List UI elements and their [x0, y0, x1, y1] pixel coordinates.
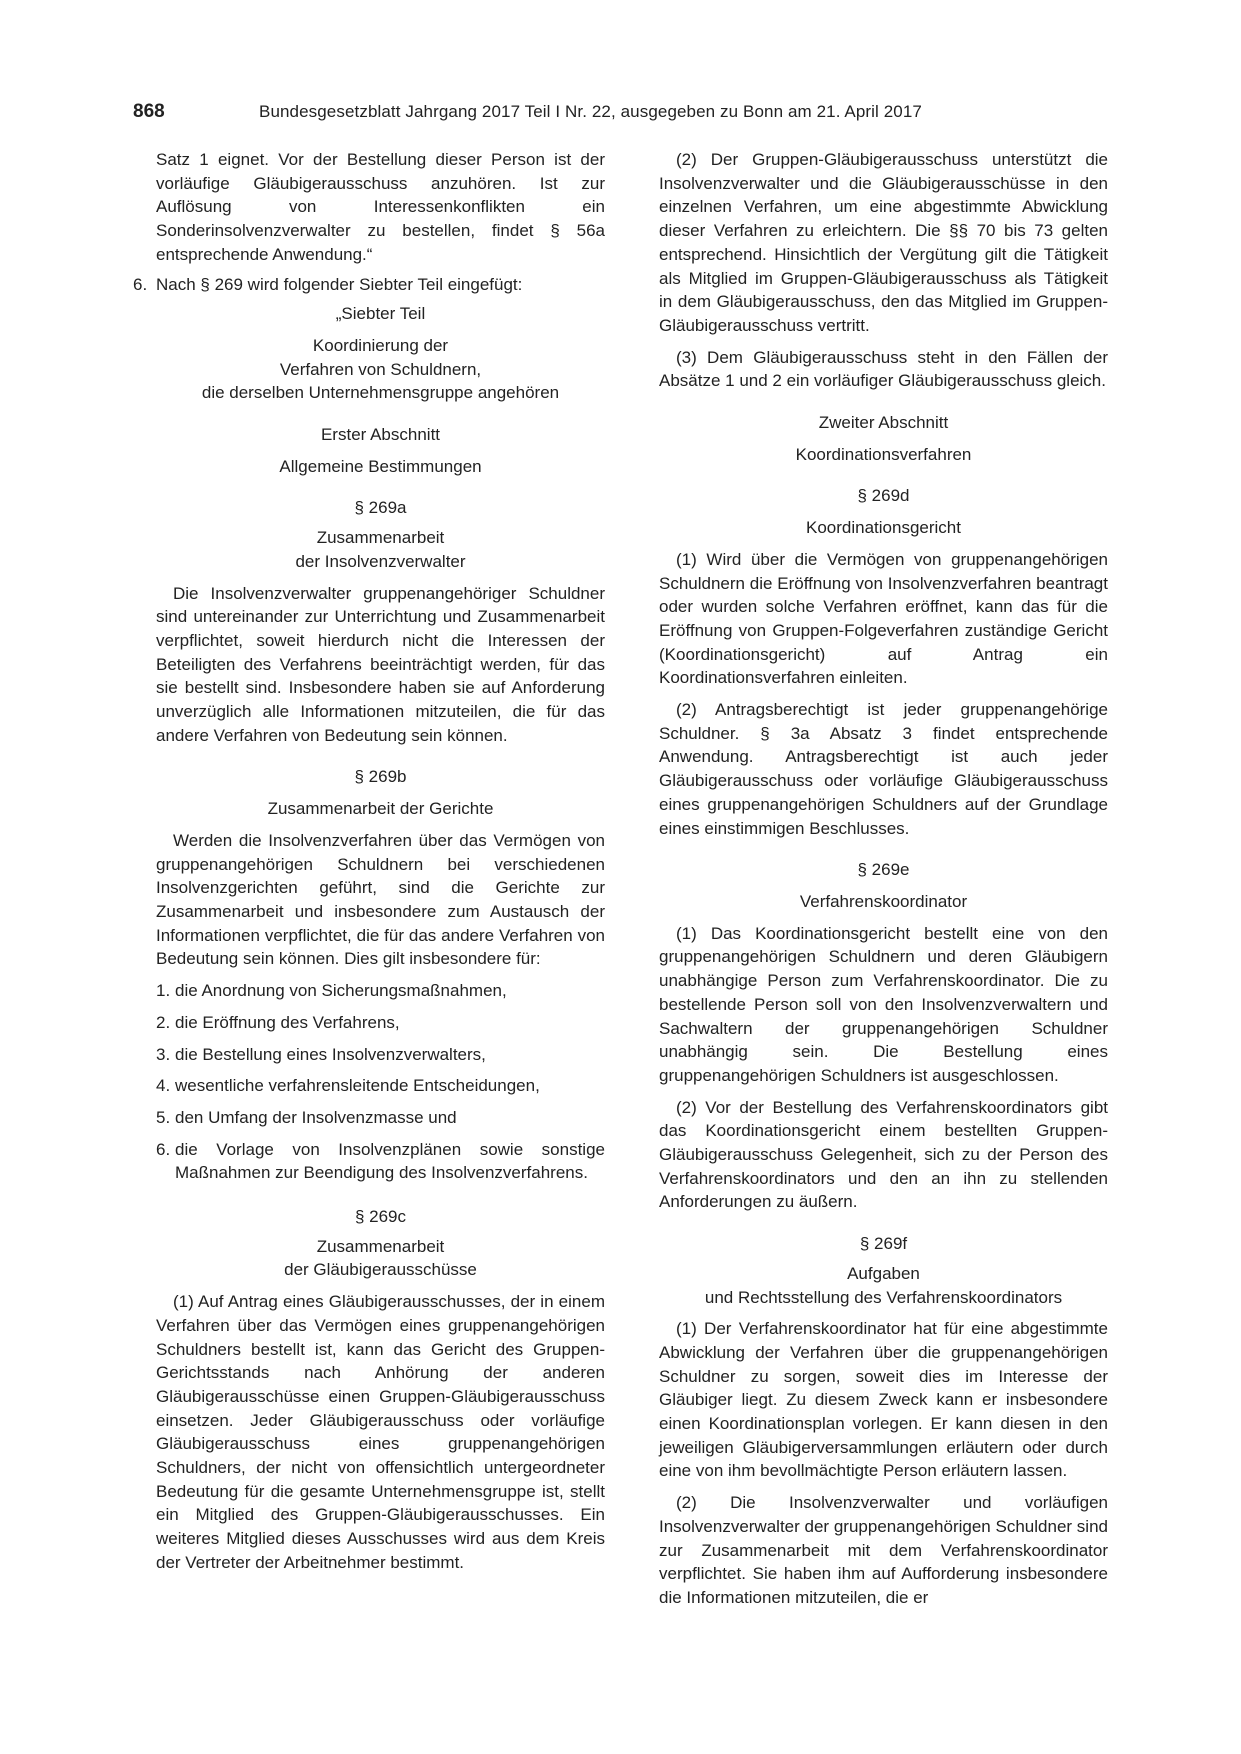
page-header — [133, 101, 1118, 127]
section-heading: Zweiter Abschnitt — [818, 413, 949, 433]
paragraph-text-269d-1: (1) Wird über die Vermögen von gruppenangehörigen Schuldnern die Eröffnung von Insolvenzverfahren beantragt oder wurden solche Verfahren eröffnet, kann das für die Eröffnung von Gruppen-Folgeverfahren zuständige Gericht (Koordinationsgericht) auf Antrag ein Koordinationsverfahren einleiten. — [659, 549, 1108, 688]
paragraph-title-269f-1: Aufgaben — [847, 1263, 920, 1283]
list-item — [156, 1074, 605, 1098]
paragraph-text-269f-1: (1) Der Verfahrenskoordinator hat für eine abgestimmte Abwicklung der Verfahren über die gruppenangehörigen Schuldner zu sorgen, soweit dies im Interesse der Gläubiger liegt. Zu diesem Zweck kann er insbesondere einen Koordinationsplan vorlegen. Er kann diesen in den jeweiligen Gläubigerversammlungen erläutern oder durch eine von ihm bevollmächtigte Person erläutern lassen. — [659, 1319, 1108, 1481]
list-number: 2. — [156, 1012, 171, 1032]
paragraph-number-269f: § 269f — [859, 1234, 908, 1254]
list-number: 4. — [156, 1076, 171, 1096]
list-number: 5. — [156, 1107, 171, 1127]
paragraph-text-269e-2: (2) Vor der Bestellung des Verfahrenskoordinators gibt das Koordinationsgericht einem bestellten Gruppen-Gläubigerausschuss Gelegenheit, sich zu der Person des Verfahrenskoordinators und den an ihn zu stellenden Anforderungen zu äußern. — [659, 1097, 1108, 1212]
list-number: 6. — [133, 274, 148, 294]
paragraph-number-269b: § 269b — [354, 767, 407, 787]
paragraph-text-269c-3: (3) Dem Gläubigerausschuss steht in den Fällen der Absätze 1 und 2 ein vorläufiger Gläubigerausschuss gleich. — [659, 347, 1108, 391]
paragraph-title-269e: Verfahrenskoordinator — [799, 891, 968, 911]
part-subtitle-1: Koordinierung der — [312, 335, 449, 355]
paragraph-text-269c-1: (1) Auf Antrag eines Gläubigerausschusses, der in einem Verfahren über das Vermögen eines gruppenangehörigen Schuldners bestellt ist, kann das Gericht des Gruppen-Gerichtsstands nach Anhörung der anderen Gläubigerausschüsse einen Gruppen-Gläubigerausschuss einsetzen. Jeder Gläubigerausschuss oder vorläufige Gläubigerausschuss eines gruppenangehörigen Schuldners, der nicht von offensichtlich untergeordneter Bedeutung für die gesamte Unternehmensgruppe ist, stellt ein Mitglied des Gruppen-Gläubigerausschusses. Ein weiteres Mitglied dieses Ausschusses wird aus dem Kreis der Vertreter der Arbeitnehmer bestimmt. — [156, 1292, 605, 1572]
list-text: die Bestellung eines Insolvenzverwalters, — [175, 1044, 486, 1064]
list-item-6 — [133, 273, 605, 297]
page-number: 868 — [133, 101, 165, 122]
list-number: 1. — [156, 981, 171, 1001]
right-column — [659, 148, 1108, 1610]
list-text: Nach § 269 wird folgender Siebter Teil eingefügt: — [156, 274, 523, 294]
header-title: Bundesgesetzblatt Jahrgang 2017 Teil I Nr. 22, ausgegeben zu Bonn am 21. April 2017 — [259, 102, 922, 121]
paragraph-number-269a: § 269a — [354, 498, 407, 518]
list-text: die Eröffnung des Verfahrens, — [175, 1012, 400, 1032]
section-title: Koordinationsverfahren — [795, 444, 972, 464]
part-subtitle-3: die derselben Unternehmensgruppe angehören — [201, 383, 560, 403]
paragraph-text-269d-2: (2) Antragsberechtigt ist jeder gruppenangehörige Schuldner. § 3a Absatz 3 findet entsprechende Anwendung. Antragsberechtigt ist auch jeder Gläubigerausschuss oder vorläufige Gläubigerausschuss eines gruppenangehörigen Schuldners auf der Grundlage eines einstimmigen Beschlusses. — [659, 700, 1108, 838]
paragraph-number-269d: § 269d — [857, 486, 910, 506]
list-item — [156, 1138, 605, 1185]
paragraph-text-269e-1: (1) Das Koordinationsgericht bestellt eine von den gruppenangehörigen Schuldnern und deren Gläubigern unabhängige Person zum Verfahrenskoordinator. Die zu bestellende Person soll von den Insolvenzverwaltern und Sachwaltern der gruppenangehörigen Schuldner unabhängig sein. Die Bestellung eines gruppenangehörigen Schuldners ist ausgeschlossen. — [659, 923, 1108, 1085]
list-text: wesentliche verfahrensleitende Entscheidungen, — [175, 1076, 540, 1096]
paragraph-text-269b: Werden die Insolvenzverfahren über das Vermögen von gruppenangehörigen Schuldnern bei verschiedenen Insolvenzgerichten geführt, sind die Gerichte zur Zusammenarbeit und insbesondere zum Austausch der Informationen verpflichtet, die für das andere Verfahren von Bedeutung sein können. Dies gilt insbesondere für: — [156, 830, 605, 969]
paragraph-text-269c-2: (2) Der Gruppen-Gläubigerausschuss unterstützt die Insolvenzverwalter und die Gläubigerausschüsse in den einzelnen Verfahren, um eine abgestimmte Abwicklung dieser Verfahren zu erleichtern. Die §§ 70 bis 73 gelten entsprechend. Hinsichtlich der Vergütung gilt die Tätigkeit als Mitglied im Gruppen-Gläubigerausschuss als Tätigkeit in dem Gläubigerausschuss, den das Mitglied im Gruppen-Gläubigerausschuss vertritt. — [659, 150, 1108, 335]
list-number: 6. — [156, 1139, 171, 1159]
paragraph-text-269a: Die Insolvenzverwalter gruppenangehöriger Schuldner sind untereinander zur Unterrichtung und Zusammenarbeit verpflichtet, soweit hierdurch nicht die Interessen der Beteiligten des Verfahrens beeinträchtigt werden, für das sie bestellt sind. Insbesondere haben sie auf Anforderung unverzüglich alle Informationen mitzuteilen, die für das andere Verfahren von Bedeutung sein können. — [156, 583, 605, 745]
section-title: Allgemeine Bestimmungen — [279, 456, 482, 476]
list-text: den Umfang der Insolvenzmasse und — [175, 1107, 457, 1127]
paragraph-title-269c-2: der Gläubigerausschüsse — [284, 1260, 477, 1280]
paragraph-title-269c-1: Zusammenarbeit — [316, 1236, 445, 1256]
paragraph-number-269c: § 269c — [354, 1207, 407, 1227]
paragraph-title-269d: Koordinationsgericht — [806, 518, 961, 538]
left-column — [133, 148, 605, 1575]
section-heading: Erster Abschnitt — [320, 425, 441, 445]
paragraph-title-269b: Zusammenarbeit der Gerichte — [267, 799, 494, 819]
list-item — [156, 979, 605, 1003]
list-item — [156, 1043, 605, 1067]
list-item — [156, 1106, 605, 1130]
list-number: 3. — [156, 1044, 171, 1064]
part-subtitle-2: Verfahren von Schuldnern, — [279, 359, 482, 379]
paragraph-text-269f-2: (2) Die Insolvenzverwalter und vorläufigen Insolvenzverwalter der gruppenangehörigen Schuldner sind zur Zusammenarbeit mit dem Verfahrenskoordinator verpflichtet. Sie haben ihm auf Aufforderung insbesondere die Informationen mitzuteilen, die er — [659, 1493, 1108, 1607]
list-item — [156, 1011, 605, 1035]
intro-paragraph: Satz 1 eignet. Vor der Bestellung dieser Person ist der vorläufige Gläubigerausschuss anzuhören. Ist zur Auflösung von Interessenkonflikten ein Sonderinsolvenzverwalter zu bestellen, findet § 56a entsprechende Anwendung.“ — [156, 150, 605, 264]
paragraph-title-269f-2: und Rechtsstellung des Verfahrenskoordinators — [704, 1287, 1063, 1307]
list-text: die Anordnung von Sicherungsmaßnahmen, — [175, 981, 507, 1001]
list-text: die Vorlage von Insolvenzplänen sowie sonstige Maßnahmen zur Beendigung des Insolvenzverfahrens. — [175, 1139, 605, 1183]
paragraph-number-269e: § 269e — [857, 860, 910, 880]
paragraph-title-269a-1: Zusammenarbeit — [316, 528, 445, 548]
part-title: „Siebter Teil — [335, 304, 426, 324]
paragraph-title-269a-2: der Insolvenzverwalter — [295, 551, 466, 571]
